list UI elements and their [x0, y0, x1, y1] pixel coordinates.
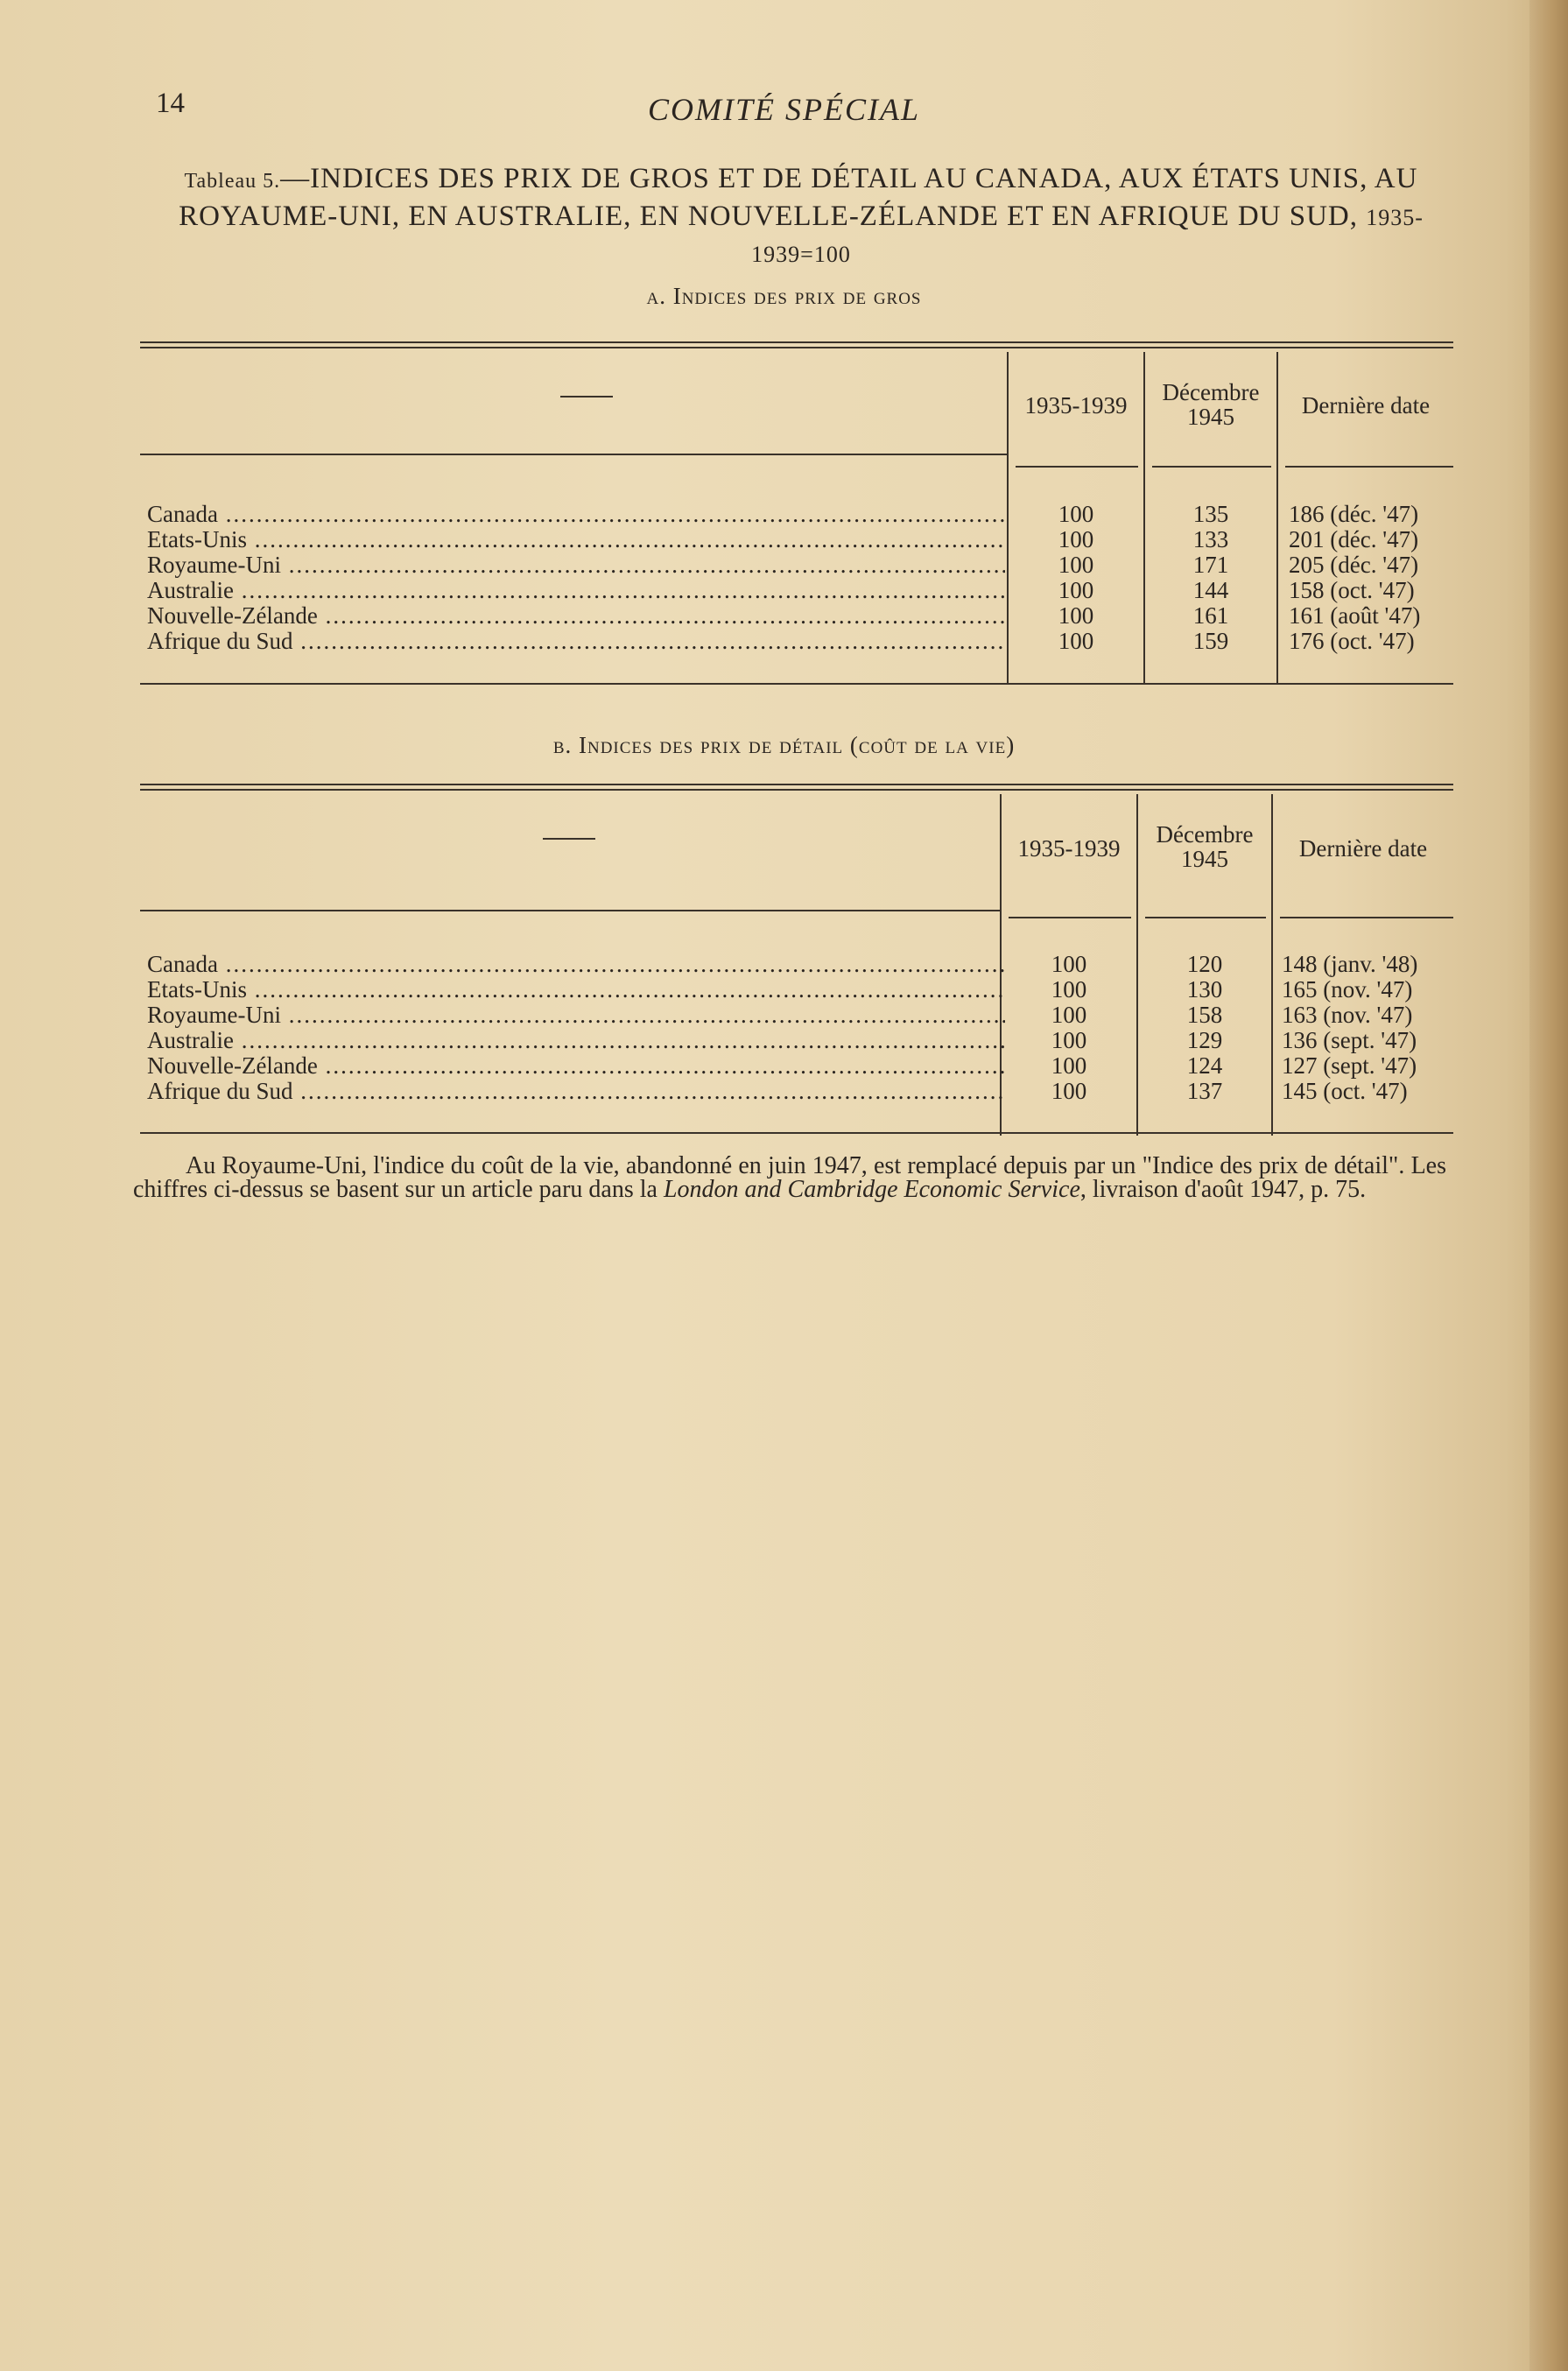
country-name: Canada ..... [147, 952, 1005, 977]
table-b-bottom-rule [140, 1132, 1453, 1134]
country-name: Canada ..... [147, 502, 1005, 527]
table-b-title: b. Indices des prix de détail (coût de la vie) [552, 732, 1016, 758]
dec1945-value: 137 [1186, 1078, 1223, 1104]
header-rule [1152, 466, 1271, 468]
country-name: Australie ..... [147, 1028, 1005, 1053]
caption-text: —INDICES DES PRIX DE GROS ET DE DÉTAIL AU CANADA, AUX ÉTATS UNIS, AU ROYAUME-UNI, EN AUSTRALIE, EN NOUVELLE-ZÉLANDE ET EN AFRIQUE DU SUD, [179, 163, 1418, 232]
dec1945-value: 144 [1192, 577, 1229, 603]
col-header-dec1945 [1138, 822, 1271, 871]
latest-value: 176 (oct. '47) [1289, 628, 1415, 654]
base-value: 100 [1058, 602, 1094, 629]
country-name: Afrique du Sud ..... [147, 1079, 1005, 1104]
dec1945-value: 124 [1186, 1052, 1223, 1079]
col-header-dec-line1: Décembre [1162, 379, 1260, 405]
table-row [140, 502, 1453, 527]
table-a-title: a. Indices des prix de gros [646, 283, 922, 309]
footnote-text: Au Royaume-Uni, l'indice du coût de la vie, abandonné en juin 1947, est remplacé depuis par un "Indice des prix de détail". Les chiffres ci-dessus se basent sur un article paru dans la [133, 1152, 1446, 1203]
col-header-base: 1935-1939 [1024, 392, 1128, 419]
footnote-text-end: , livraison d'août 1947, p. 75. [1079, 1176, 1367, 1203]
table-row [140, 552, 1453, 578]
latest-value: 165 (nov. '47) [1282, 976, 1413, 1003]
country-name: Nouvelle-Zélande ..... [147, 1053, 1005, 1079]
table-row [140, 977, 1453, 1003]
table-a-top-rule [140, 341, 1453, 348]
table-row [140, 629, 1453, 654]
col-header-latest: Dernière date [1301, 392, 1431, 419]
dec1945-value: 130 [1186, 976, 1223, 1003]
dec1945-value: 159 [1192, 628, 1229, 654]
table-caption [149, 161, 1453, 272]
running-head: COMITÉ SPÉCIAL [648, 92, 920, 127]
latest-value: 145 (oct. '47) [1282, 1078, 1408, 1104]
country-name: Australie ..... [147, 578, 1005, 603]
base-value: 100 [1051, 951, 1087, 977]
table-row [140, 1003, 1453, 1028]
col-header-dec-line2: 1945 [1187, 404, 1234, 430]
dec1945-value: 161 [1192, 602, 1229, 629]
dec1945-value: 171 [1192, 552, 1229, 578]
col-header-dec-line1: Décembre [1156, 821, 1254, 848]
base-value: 100 [1051, 976, 1087, 1003]
table-row [140, 603, 1453, 629]
stub-dash [560, 396, 613, 398]
latest-value: 201 (déc. '47) [1289, 526, 1419, 552]
country-name: Royaume-Uni ..... [147, 1003, 1005, 1028]
latest-value: 205 (déc. '47) [1289, 552, 1419, 578]
page-header [0, 88, 1568, 140]
header-rule [1016, 466, 1138, 468]
table-row [140, 1053, 1453, 1079]
dec1945-value: 129 [1186, 1027, 1223, 1053]
table-a [140, 341, 1453, 654]
stub-dash [543, 838, 595, 840]
caption-label: Tableau 5. [184, 170, 281, 193]
latest-value: 127 (sept. '47) [1282, 1052, 1417, 1079]
latest-value: 186 (déc. '47) [1289, 501, 1419, 527]
base-value: 100 [1051, 1078, 1087, 1104]
base-value: 100 [1058, 628, 1094, 654]
dec1945-value: 158 [1186, 1002, 1223, 1028]
header-rule [140, 910, 1000, 911]
latest-value: 161 (août '47) [1289, 602, 1421, 629]
latest-value: 136 (sept. '47) [1282, 1027, 1417, 1053]
country-name: Nouvelle-Zélande ..... [147, 603, 1005, 629]
col-header-dec1945 [1145, 380, 1276, 429]
table-a-bottom-rule [140, 683, 1453, 685]
base-value: 100 [1051, 1002, 1087, 1028]
footnote [133, 1154, 1446, 1201]
header-rule [1285, 466, 1453, 468]
base-value: 100 [1058, 526, 1094, 552]
table-a-header [140, 352, 1453, 466]
country-name: Etats-Unis ..... [147, 977, 1005, 1003]
dec1945-value: 135 [1192, 501, 1229, 527]
base-value: 100 [1058, 501, 1094, 527]
col-header-dec-line2: 1945 [1181, 846, 1228, 872]
table-b-top-rule [140, 784, 1453, 791]
footnote-source: London and Cambridge Economic Service [663, 1176, 1080, 1203]
dec1945-value: 120 [1186, 951, 1223, 977]
country-name: Etats-Unis ..... [147, 527, 1005, 552]
table-b [140, 784, 1453, 1104]
table-row [140, 1028, 1453, 1053]
table-row [140, 952, 1453, 977]
header-rule [1009, 917, 1131, 918]
base-value: 100 [1058, 552, 1094, 578]
page-number: 14 [156, 88, 185, 119]
page-edge [1529, 0, 1568, 2371]
country-name: Royaume-Uni ..... [147, 552, 1005, 578]
latest-value: 163 (nov. '47) [1282, 1002, 1413, 1028]
table-row [140, 1079, 1453, 1104]
base-value: 100 [1051, 1027, 1087, 1053]
base-value: 100 [1058, 577, 1094, 603]
table-b-header [140, 794, 1453, 908]
caption-base: 1935-1939=100 [751, 205, 1424, 267]
base-value: 100 [1051, 1052, 1087, 1079]
latest-value: 158 (oct. '47) [1289, 577, 1415, 603]
table-row [140, 527, 1453, 552]
header-rule [1145, 917, 1266, 918]
header-rule [140, 454, 1007, 455]
col-header-base: 1935-1939 [1017, 835, 1121, 862]
table-row [140, 578, 1453, 603]
col-header-latest: Dernière date [1298, 835, 1428, 862]
dec1945-value: 133 [1192, 526, 1229, 552]
header-rule [1280, 917, 1453, 918]
country-name: Afrique du Sud ..... [147, 629, 1005, 654]
latest-value: 148 (janv. '48) [1282, 951, 1418, 977]
